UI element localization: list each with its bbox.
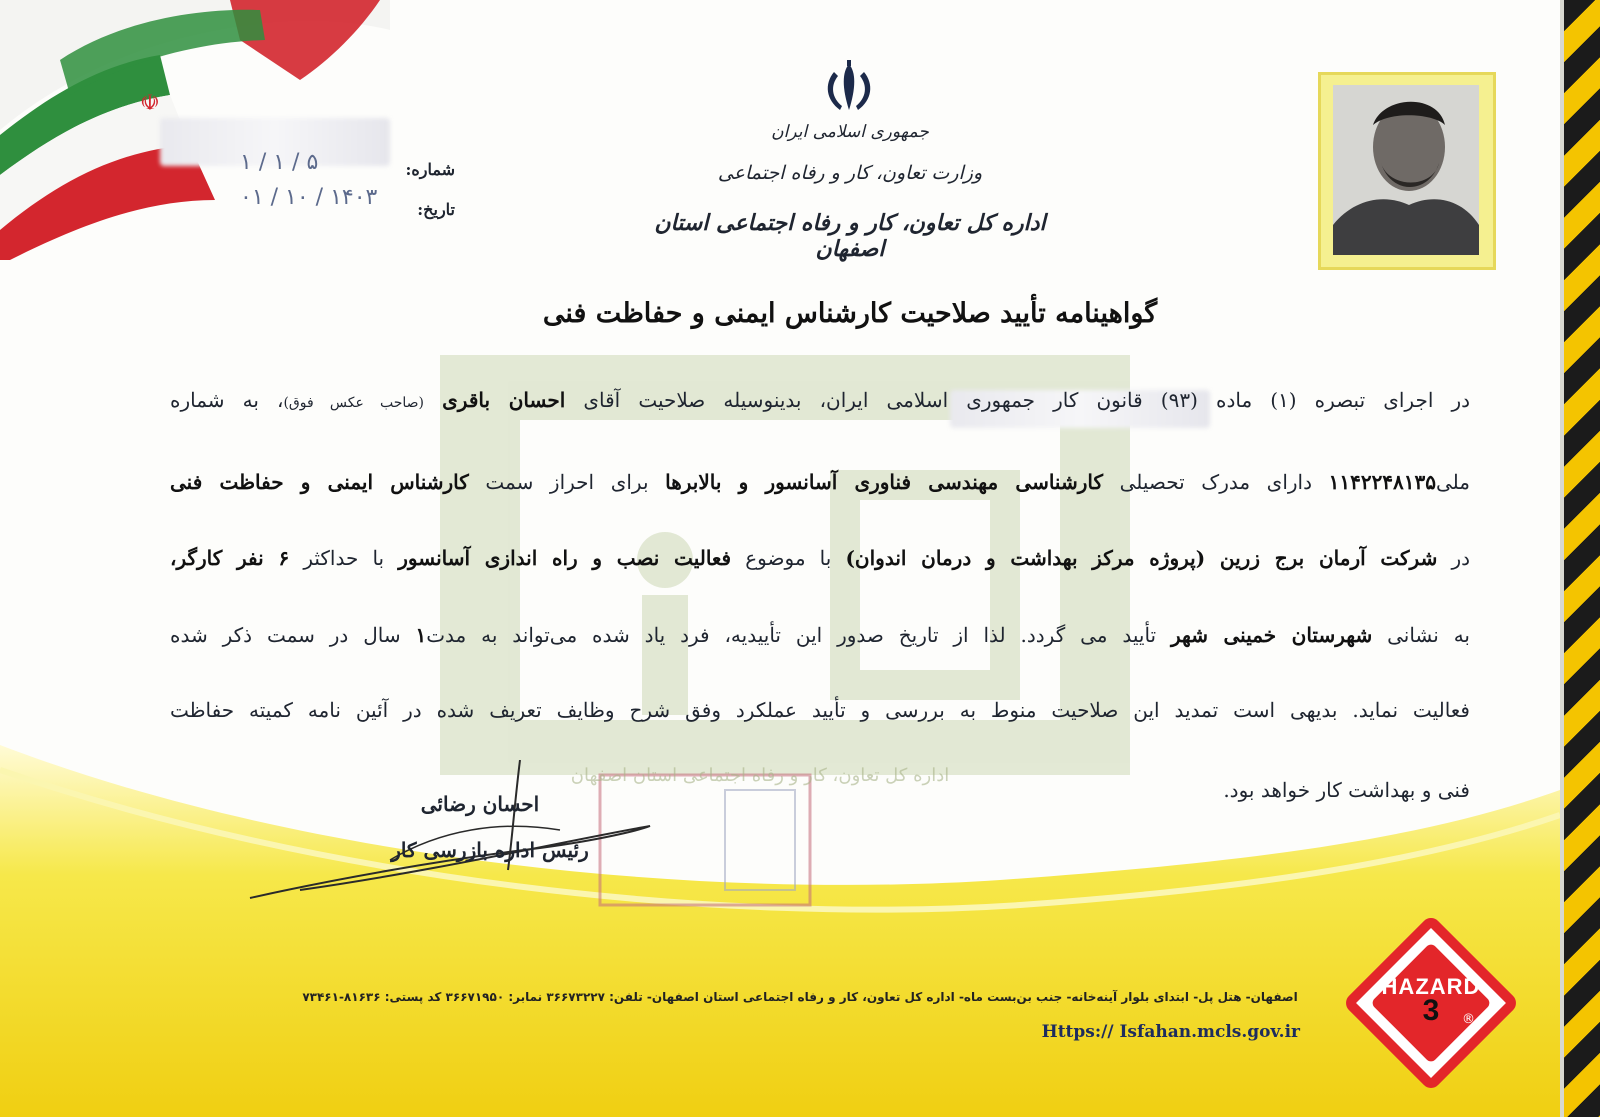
- body-text: فعالیت نماید. بدیهی است تمدید این صلاحیت منوط به بررسی و تأیید عملکرد وفق شرح وظایف تعریف شده در آئین نامه کمیته حفاظت: [170, 698, 1470, 722]
- header-ministry: وزارت تعاون، کار و رفاه اجتماعی: [717, 162, 983, 184]
- body-text: سال در سمت ذکر شده: [170, 623, 401, 647]
- ref-number-label: شماره:: [405, 160, 455, 179]
- company: شرکت آرمان برج زرین (پروژه مرکز بهداشت و درمان اندوان): [845, 546, 1438, 570]
- header-country: جمهوری اسلامی ایران: [771, 122, 929, 142]
- city: شهرستان خمینی شهر: [1171, 623, 1373, 647]
- degree: کارشناسی مهندسی فناوری آسانسور و بالابرها: [665, 470, 1103, 494]
- footer-address: اصفهان- هتل پل- ابتدای بلوار آینه‌خانه- جنب بن‌بست ماه- اداره کل تعاون، کار و رفاه اجتماعی استان اصفهان- تلفن: ۳۶۶۷۳۲۲۷ نمابر: ۳۶۶۷۱۹۵۰ کد پستی: ۸۱۶۳۶-۷۳۴۶۱: [302, 990, 1298, 1004]
- ref-date-value: ۱۴۰۳ / ۱۰ / ۰۱: [240, 185, 378, 210]
- hazard-stripe: [1564, 0, 1600, 1117]
- footer-website: Https:// Isfahan.mcls.gov.ir: [1041, 1022, 1300, 1042]
- body-line-6: فنی و بهداشت کار خواهد بود.: [1223, 778, 1470, 802]
- body-line-2: [170, 470, 1470, 494]
- registered-mark: ®: [1462, 1012, 1475, 1027]
- validity-years: ۱: [415, 623, 427, 647]
- national-id: ۱۱۴۲۲۴۸۱۳۵: [1328, 470, 1437, 494]
- photo-frame: [1318, 72, 1496, 270]
- svg-text:☫: ☫: [140, 91, 160, 116]
- ref-number-value: ۵ / ۱ / ۱: [240, 150, 319, 175]
- photo-note: (صاحب عکس فوق): [283, 395, 425, 411]
- body-text: برای احراز سمت: [485, 470, 649, 494]
- worker-count: ۶ نفر کارگر،: [170, 546, 290, 570]
- body-text: ملی: [1436, 470, 1471, 494]
- body-text: دارای مدرک تحصیلی: [1119, 470, 1312, 494]
- body-text: با حداکثر: [303, 546, 385, 570]
- watermark-text: اداره کل تعاون، کار و رفاه اجتماعی استان اصفهان: [570, 765, 950, 786]
- body-text: تأیید می گردد. لذا از تاریخ صدور این تأییدیه، فرد یاد شده می‌تواند به مدت: [426, 623, 1157, 647]
- hazard-badge: [1336, 908, 1526, 1098]
- hazard-number: 3: [1422, 994, 1440, 1027]
- holder-name: احسان باقری: [442, 388, 566, 412]
- body-text: به نشانی: [1387, 623, 1470, 647]
- signature-scribble: [240, 760, 660, 910]
- body-line-4: [170, 623, 1470, 647]
- certificate-title: گواهینامه تأیید صلاحیت کارشناس ایمنی و حفاظت فنی: [542, 298, 1158, 329]
- body-line-3: [170, 546, 1470, 570]
- ref-date-label: تاریخ:: [417, 200, 455, 219]
- role: کارشناس ایمنی و حفاظت فنی: [170, 470, 469, 494]
- subject: فعالیت نصب و راه اندازی آسانسور: [398, 546, 732, 570]
- body-line-1: [170, 388, 1470, 412]
- signer-name: احسان رضائی: [420, 792, 540, 816]
- body-text: در اجرای تبصره (۱) ماده (۹۳) قانون کار جمهوری اسلامی ایران، بدینوسیله صلاحیت آقای: [583, 388, 1471, 412]
- signer-title: رئیس اداره بازرسی کار: [391, 838, 589, 862]
- body-line-5: [170, 698, 1470, 722]
- header-department: اداره کل تعاون، کار و رفاه اجتماعی استان اصفهان: [654, 210, 1046, 262]
- body-text: ، به شماره: [170, 388, 284, 412]
- body-text: با موضوع: [745, 546, 832, 570]
- emblem-icon: [820, 58, 878, 116]
- body-text: در: [1451, 546, 1471, 570]
- holder-photo: [1333, 85, 1479, 255]
- hazard-label: HAZARD: [1381, 974, 1481, 999]
